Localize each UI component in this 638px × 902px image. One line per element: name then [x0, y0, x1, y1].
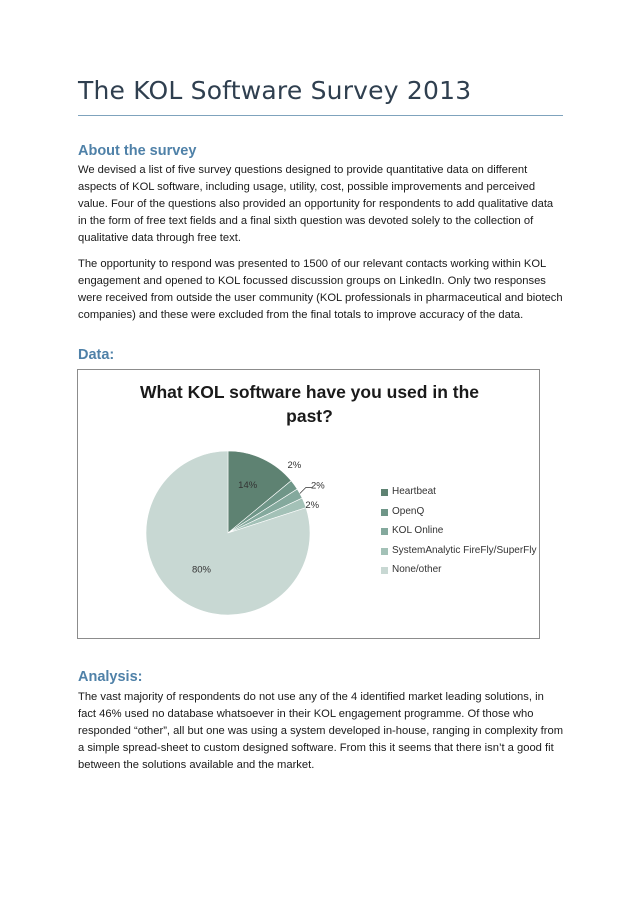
legend-label: OpenQ [392, 505, 425, 517]
pie-svg [78, 370, 541, 640]
data-label-kol-online: 2% [310, 480, 325, 492]
pie-chart [77, 369, 540, 639]
legend-label: KOL Online [392, 525, 444, 536]
about-heading: About the survey [78, 143, 197, 159]
legend-swatch [381, 548, 388, 555]
chart-title-line-1: What KOL software have you used in the [139, 382, 480, 402]
legend-swatch [381, 509, 388, 516]
data-label-openq: 2% [287, 459, 302, 471]
about-paragraph-1: We devised a list of five survey questions designed to provide quantitative data on different aspects of KOL software, including usage, utility, cost, possible improvements and perceived value. Four of the questions also provided an opportunity for respondents to add qualitative data in the form of free text fields and a final sixth question was devoted solely to the collection of qualitative data through free text. [78, 164, 554, 244]
legend-label: None/other [392, 564, 442, 575]
legend-label: Heartbeat [392, 486, 436, 497]
data-heading: Data: [78, 347, 115, 363]
analysis-heading: Analysis: [78, 669, 143, 685]
chart-title-line-2: past? [286, 406, 333, 426]
data-label-heartbeat: 14% [238, 479, 258, 491]
legend-swatch [381, 567, 388, 574]
about-paragraph-2: The opportunity to respond was presented to 1500 of our relevant contacts working within KOL engagement and opened to KOL focussed discussion groups on LinkedIn. Only two responses were received from outside the user community (KOL professionals in pharmaceutical and biotech companies) and these were excluded from the final totals to improve accuracy of the data. [78, 258, 563, 321]
legend-label: SystemAnalytic FireFly/SuperFly [392, 544, 537, 556]
analysis-paragraph: The vast majority of respondents do not use any of the 4 identified market leading solutions, in fact 46% used no database whatsoever in their KOL engagement programme. Of those who responded “other”, all but one was using a system developed in-house, ranging in complexity from a simple spread-sheet to custom designed software. From this it seems that there isn’t a good fit between the solutions available and the market. [78, 691, 564, 771]
legend-swatch [381, 489, 388, 496]
legend-swatch [381, 528, 388, 535]
data-label-none-other: 80% [191, 564, 211, 576]
document-title: The KOL Software Survey 2013 [78, 76, 472, 105]
data-label-systemanalytic-firefly-superfly: 2% [305, 499, 320, 511]
title-divider [78, 115, 563, 116]
